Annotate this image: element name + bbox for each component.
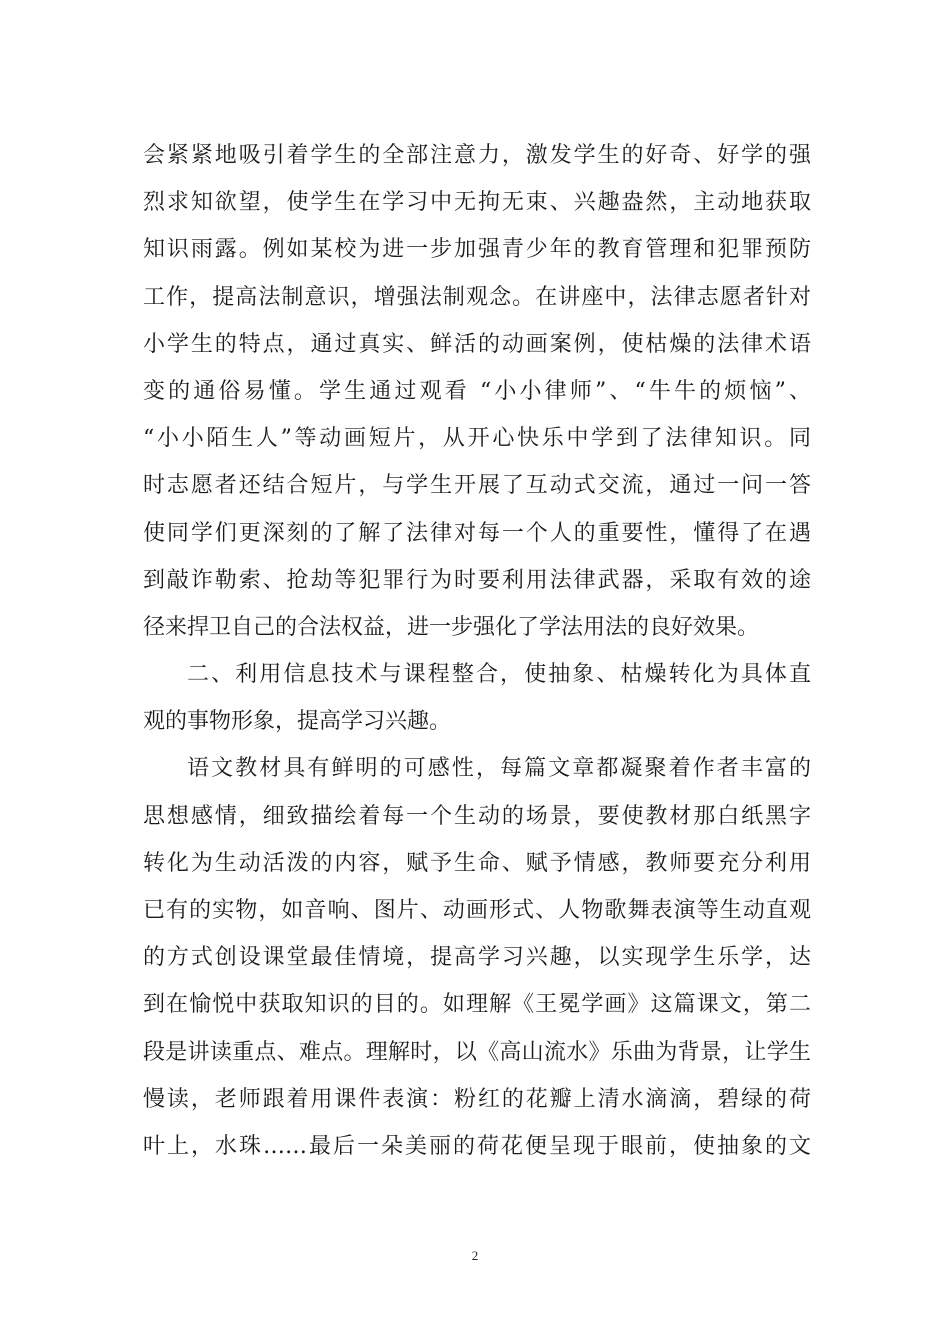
page-number: 2 [471, 1248, 479, 1263]
text-line: 语文教材具有鲜明的可感性，每篇文章都凝聚着作者丰富的 [187, 756, 811, 782]
text-line: 已有的实物，如音响、图片、动画形式、人物歌舞表演等生动直观 [143, 898, 811, 923]
text-line: 思想感情，细致描绘着每一个生动的场景，要使教材那白纸黑字 [143, 803, 811, 829]
text-line: 到敲诈勒索、抢劫等犯罪行为时要利用法律武器，采取有效的途 [143, 567, 811, 593]
section-heading-line: 二、利用信息技术与课程整合，使抽象、枯燥转化为具体直 [187, 662, 811, 688]
text-line: 到在愉悦中获取知识的目的。如理解《王冕学画》这篇课文，第二 [143, 992, 811, 1018]
text-line: 使同学们更深刻的了解了法律对每一个人的重要性，懂得了在遇 [143, 520, 811, 546]
text-line: 的方式创设课堂最佳情境，提高学习兴趣，以实现学生乐学，达 [143, 945, 811, 971]
text-line: 径来捍卫自己的合法权益，进一步强化了学法用法的良好效果。 [143, 614, 760, 640]
text-line: 小学生的特点，通过真实、鲜活的动画案例，使枯燥的法律术语 [143, 331, 811, 357]
text-line: “小小陌生人”等动画短片，从开心快乐中学到了法律知识。同 [143, 426, 811, 452]
text-line: 会紧紧地吸引着学生的全部注意力，激发学生的好奇、好学的强 [143, 143, 811, 168]
text-line: 转化为生动活泼的内容，赋予生命、赋予情感，教师要充分利用 [143, 850, 811, 876]
text-line: 时志愿者还结合短片，与学生开展了互动式交流，通过一问一答 [143, 473, 811, 499]
text-line: 知识雨露。例如某校为进一步加强青少年的教育管理和犯罪预防 [143, 237, 811, 263]
text-line: 烈求知欲望，使学生在学习中无拘无束、兴趣盎然，主动地获取 [143, 190, 811, 216]
section-heading-line: 观的事物形象，提高学习兴趣。 [143, 709, 452, 735]
text-line: 叶上，水珠……最后一朵美丽的荷花便呈现于眼前，使抽象的文 [143, 1133, 811, 1159]
text-line: 变的通俗易懂。学生通过观看 “小小律师”、“牛牛的烦恼”、 [143, 378, 811, 404]
text-line: 工作，提高法制意识，增强法制观念。在讲座中，法律志愿者针对 [143, 284, 811, 310]
text-line: 段是讲读重点、难点。理解时，以《高山流水》乐曲为背景，让学生 [143, 1039, 811, 1065]
document-body [143, 132, 811, 1170]
text-line: 慢读，老师跟着用课件表演：粉红的花瓣上清水滴滴，碧绿的荷 [143, 1086, 811, 1112]
